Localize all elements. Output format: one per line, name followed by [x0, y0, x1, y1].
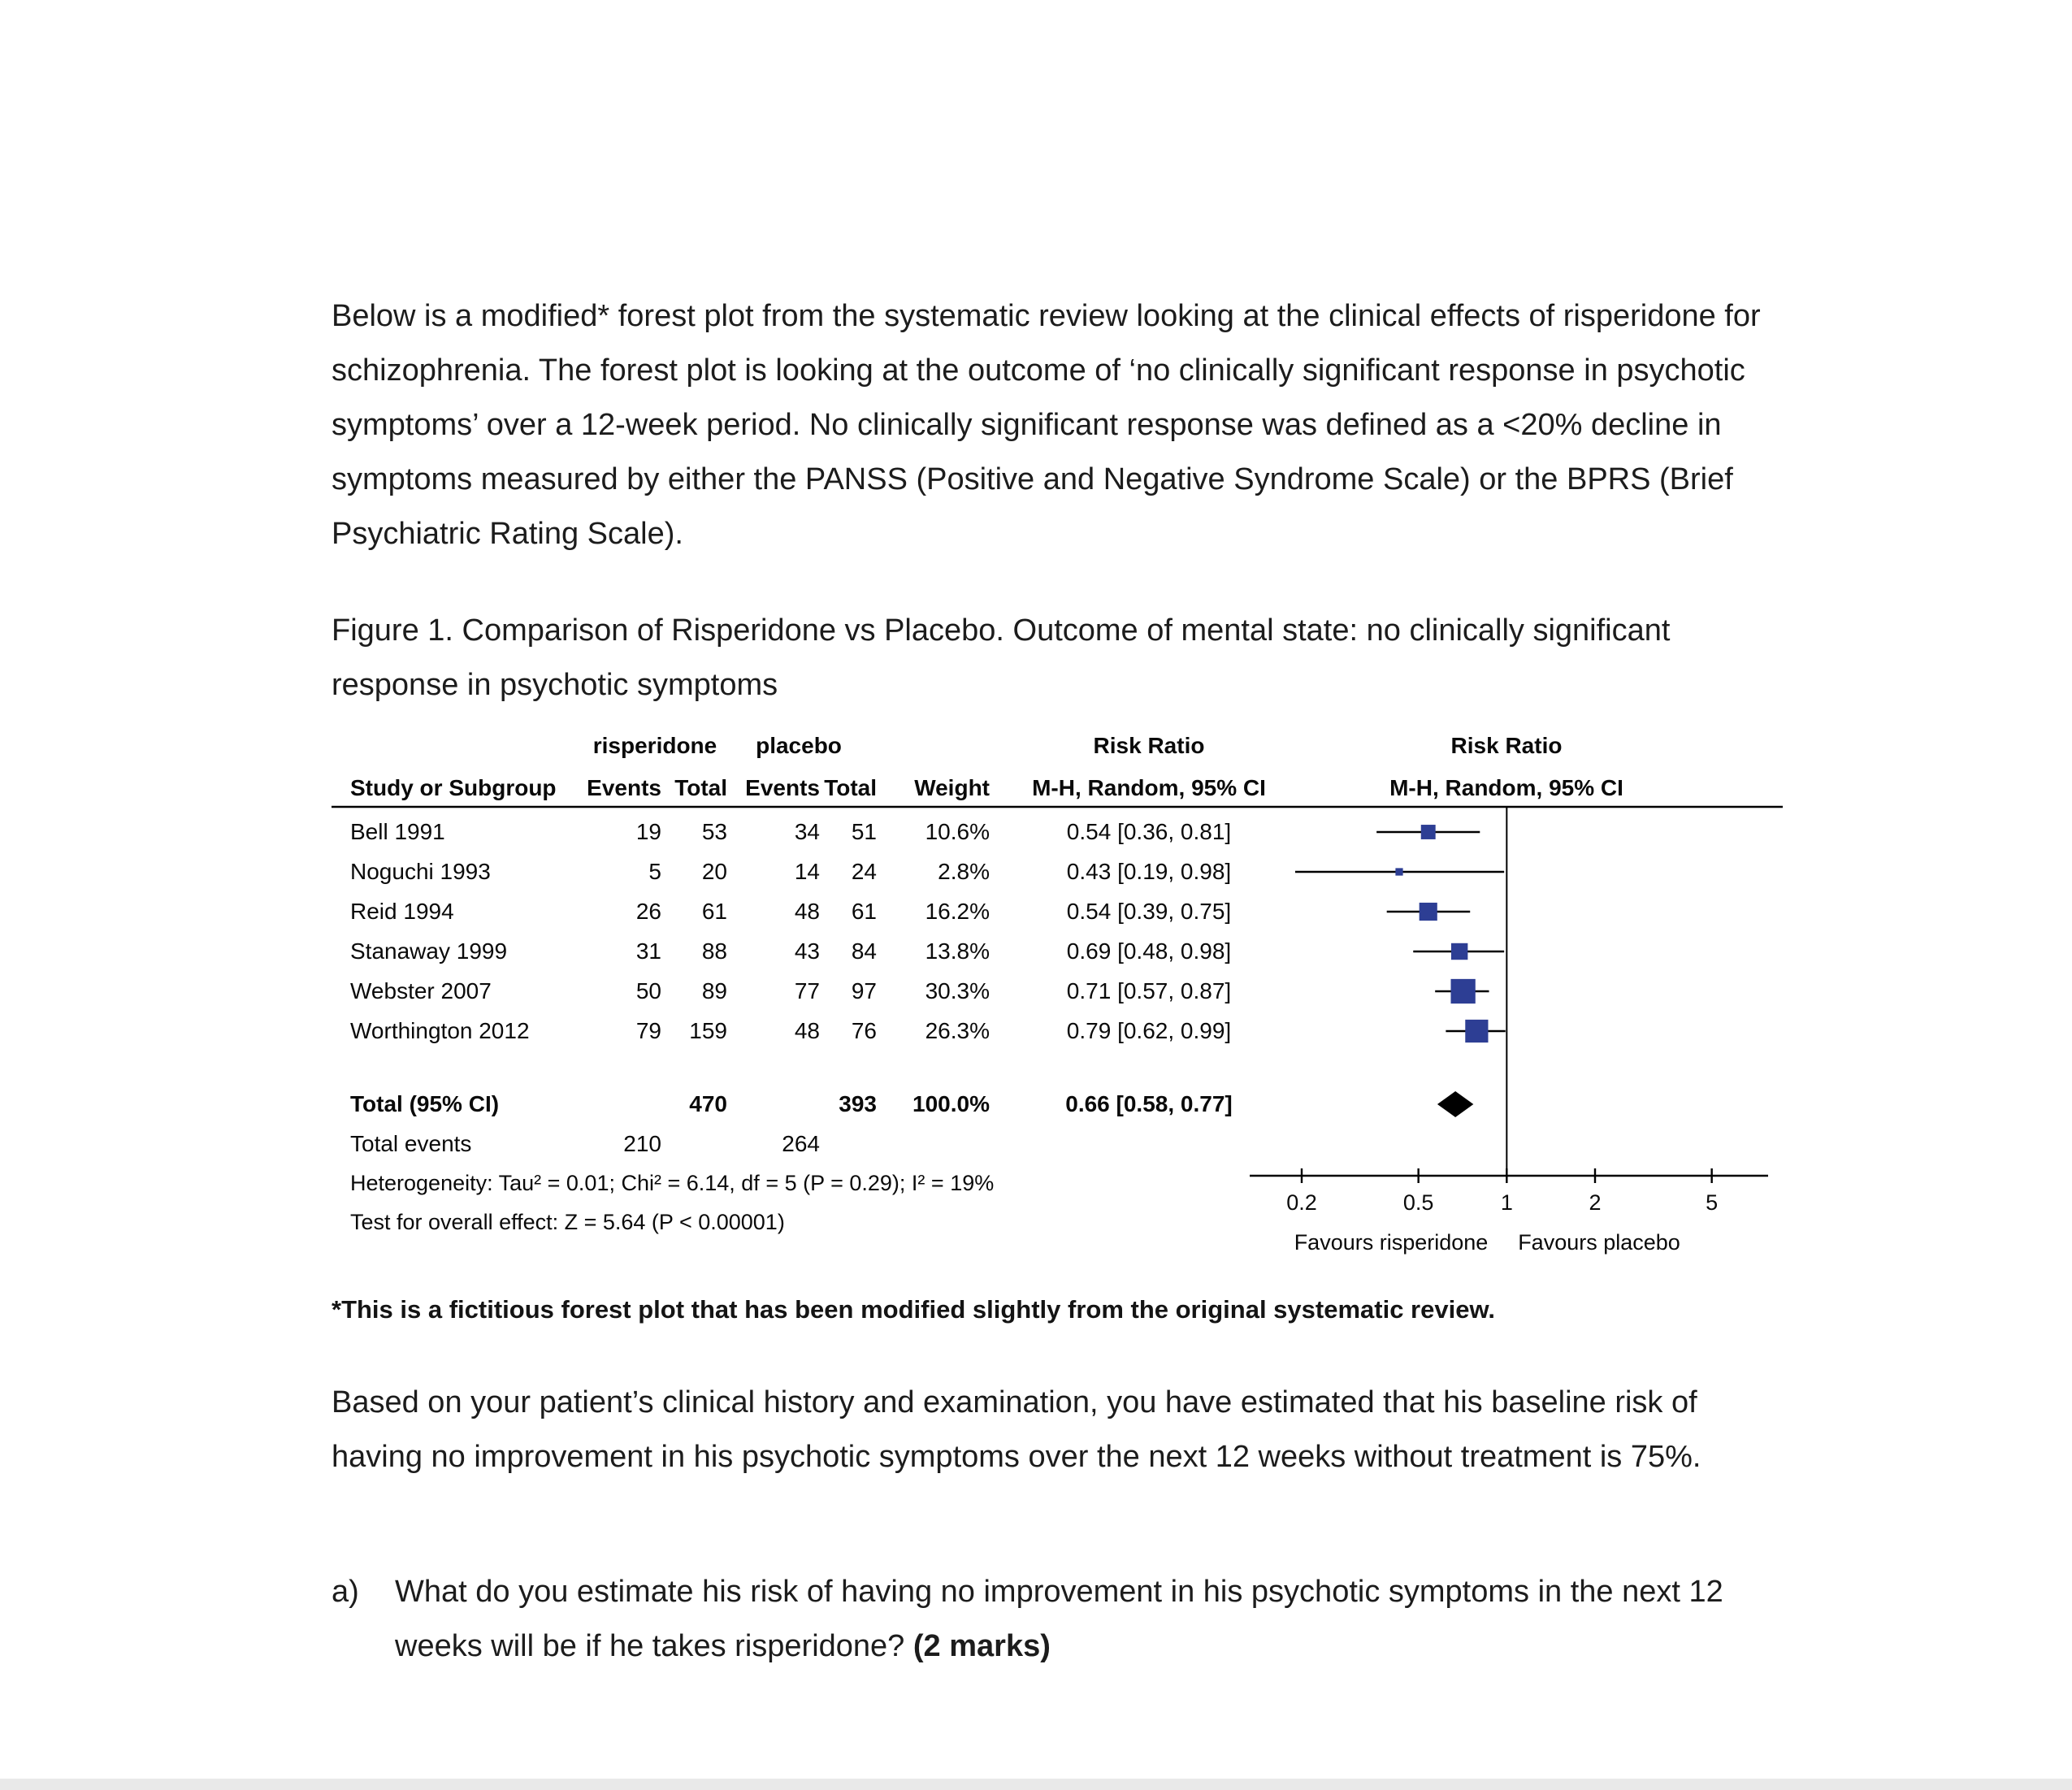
study-name: Reid 1994	[350, 899, 454, 924]
summary-diamond	[1437, 1091, 1473, 1117]
axis-tick-label: 5	[1706, 1190, 1719, 1215]
risperidone-total-cell: 53	[701, 819, 727, 844]
risperidone-events-cell: 31	[635, 938, 661, 964]
figure-caption: Figure 1. Comparison of Risperidone vs Placebo. Outcome of mental state: no clinically significant response in psychotic symptoms	[332, 613, 1671, 702]
total-weight-cell: 100.0%	[912, 1091, 990, 1116]
total-risk-ratio-cell: 0.66 [0.58, 0.77]	[1065, 1091, 1233, 1116]
heterogeneity-text: Heterogeneity: Tau² = 0.01; Chi² = 6.14, df = 5 (P = 0.29); I² = 19%	[350, 1171, 995, 1195]
overall-effect-text: Test for overall effect: Z = 5.64 (P < 0.00001)	[350, 1210, 785, 1234]
risperidone-events-cell: 19	[635, 819, 661, 844]
placebo-total-cell: 61	[851, 899, 877, 924]
study-name: Worthington 2012	[350, 1018, 530, 1043]
risk-ratio-header-left: Risk Ratio	[1093, 733, 1205, 758]
risperidone-total-cell: 88	[701, 938, 727, 964]
risk-ratio-cell: 0.69 [0.48, 0.98]	[1066, 938, 1232, 964]
study-name: Bell 1991	[350, 819, 445, 844]
axis-tick-label: 0.5	[1402, 1190, 1434, 1215]
study-name: Noguchi 1993	[350, 859, 491, 884]
risk-ratio-cell: 0.79 [0.62, 0.99]	[1066, 1018, 1232, 1043]
question-a-label: a)	[332, 1575, 359, 1609]
col-header-total-placebo: Total	[824, 775, 877, 800]
placebo-total-cell: 84	[851, 938, 877, 964]
axis-tick-label: 1	[1500, 1190, 1513, 1215]
col-header-ci-plot: M-H, Random, 95% CI	[1389, 775, 1623, 800]
effect-square	[1395, 868, 1402, 875]
risk-ratio-cell: 0.54 [0.39, 0.75]	[1066, 899, 1232, 924]
placebo-events-cell: 48	[794, 1018, 820, 1043]
weight-cell: 26.3%	[925, 1018, 990, 1043]
effect-square	[1420, 903, 1437, 921]
study-name: Webster 2007	[350, 978, 492, 1003]
figure-footnote: *This is a fictitious forest plot that has been modified slightly from the original systematic review.	[332, 1295, 1496, 1324]
placebo-events-cell: 48	[794, 899, 820, 924]
study-name: Stanaway 1999	[350, 938, 508, 964]
favours-right-label: Favours placebo	[1518, 1230, 1680, 1255]
question-a	[332, 1565, 1794, 1674]
total-row-label: Total (95% CI)	[350, 1091, 500, 1116]
risperidone-events-cell: 26	[635, 899, 661, 924]
question-a-marks: (2 marks)	[912, 1629, 1051, 1663]
risperidone-events-cell: 79	[635, 1018, 661, 1043]
baseline-paragraph: Based on your patient’s clinical history and examination, you have estimated that his baseline risk of having no improvement in his psychotic symptoms over the next 12 weeks without treatment is 75%.	[332, 1385, 1701, 1474]
weight-cell: 10.6%	[925, 819, 990, 844]
risk-ratio-cell: 0.54 [0.36, 0.81]	[1066, 819, 1232, 844]
total-events-placebo-cell: 264	[782, 1131, 820, 1156]
total-risperidone-cell: 470	[689, 1091, 727, 1116]
risperidone-total-cell: 89	[701, 978, 727, 1003]
total-events-risperidone-cell: 210	[623, 1131, 661, 1156]
axis-tick-label: 0.2	[1286, 1190, 1317, 1215]
risperidone-events-cell: 50	[635, 978, 661, 1003]
risk-ratio-cell: 0.43 [0.19, 0.98]	[1066, 859, 1232, 884]
axis-tick-label: 2	[1589, 1190, 1602, 1215]
forest-plot-figure	[332, 734, 1794, 1270]
risperidone-events-cell: 5	[648, 859, 661, 884]
page-edge-shadow	[0, 1779, 2072, 1790]
placebo-total-cell: 97	[851, 978, 877, 1003]
weight-cell: 30.3%	[925, 978, 990, 1003]
risperidone-total-cell: 20	[701, 859, 727, 884]
risk-ratio-cell: 0.71 [0.57, 0.87]	[1066, 978, 1232, 1003]
effect-square	[1450, 979, 1475, 1003]
col-header-events-placebo: Events	[745, 775, 820, 800]
col-header-total-risperidone: Total	[674, 775, 727, 800]
control-group-header: placebo	[756, 733, 842, 758]
risk-ratio-header-right: Risk Ratio	[1450, 733, 1563, 758]
treatment-group-header: risperidone	[592, 733, 717, 758]
question-a-body: What do you estimate his risk of having no improvement in his psychotic symptoms in the next 12 weeks will be if he takes risperidone?	[395, 1575, 1723, 1663]
total-events-label: Total events	[350, 1131, 472, 1156]
placebo-events-cell: 43	[794, 938, 820, 964]
placebo-events-cell: 77	[794, 978, 820, 1003]
risperidone-total-cell: 61	[701, 899, 727, 924]
placebo-total-cell: 76	[851, 1018, 877, 1043]
col-header-weight: Weight	[914, 775, 990, 800]
placebo-events-cell: 14	[794, 859, 820, 884]
placebo-events-cell: 34	[794, 819, 820, 844]
effect-square	[1421, 825, 1436, 839]
total-placebo-cell: 393	[839, 1091, 877, 1116]
col-header-study: Study or Subgroup	[350, 775, 557, 800]
effect-square	[1451, 943, 1467, 960]
placebo-total-cell: 51	[851, 819, 877, 844]
risperidone-total-cell: 159	[689, 1018, 727, 1043]
content-column	[332, 0, 1794, 1674]
placebo-total-cell: 24	[851, 859, 877, 884]
intro-paragraph: Below is a modified* forest plot from the systematic review looking at the clinical effects of risperidone for schizophrenia. The forest plot is looking at the outcome of ‘no clinically significant response in psychotic symptoms’ over a 12-week period. No clinically significant response was defined as a <20% decline in symptoms measured by either the PANSS (Positive and Negative Syndrome Scale) or the BPRS (Brief Psychiatric Rating Scale).	[332, 299, 1761, 551]
favours-left-label: Favours risperidone	[1294, 1230, 1489, 1255]
question-a-text	[395, 1565, 1794, 1674]
col-header-events-risperidone: Events	[587, 775, 661, 800]
weight-cell: 13.8%	[925, 938, 990, 964]
weight-cell: 2.8%	[938, 859, 990, 884]
weight-cell: 16.2%	[925, 899, 990, 924]
col-header-ci-text: M-H, Random, 95% CI	[1032, 775, 1266, 800]
effect-square	[1465, 1020, 1488, 1042]
